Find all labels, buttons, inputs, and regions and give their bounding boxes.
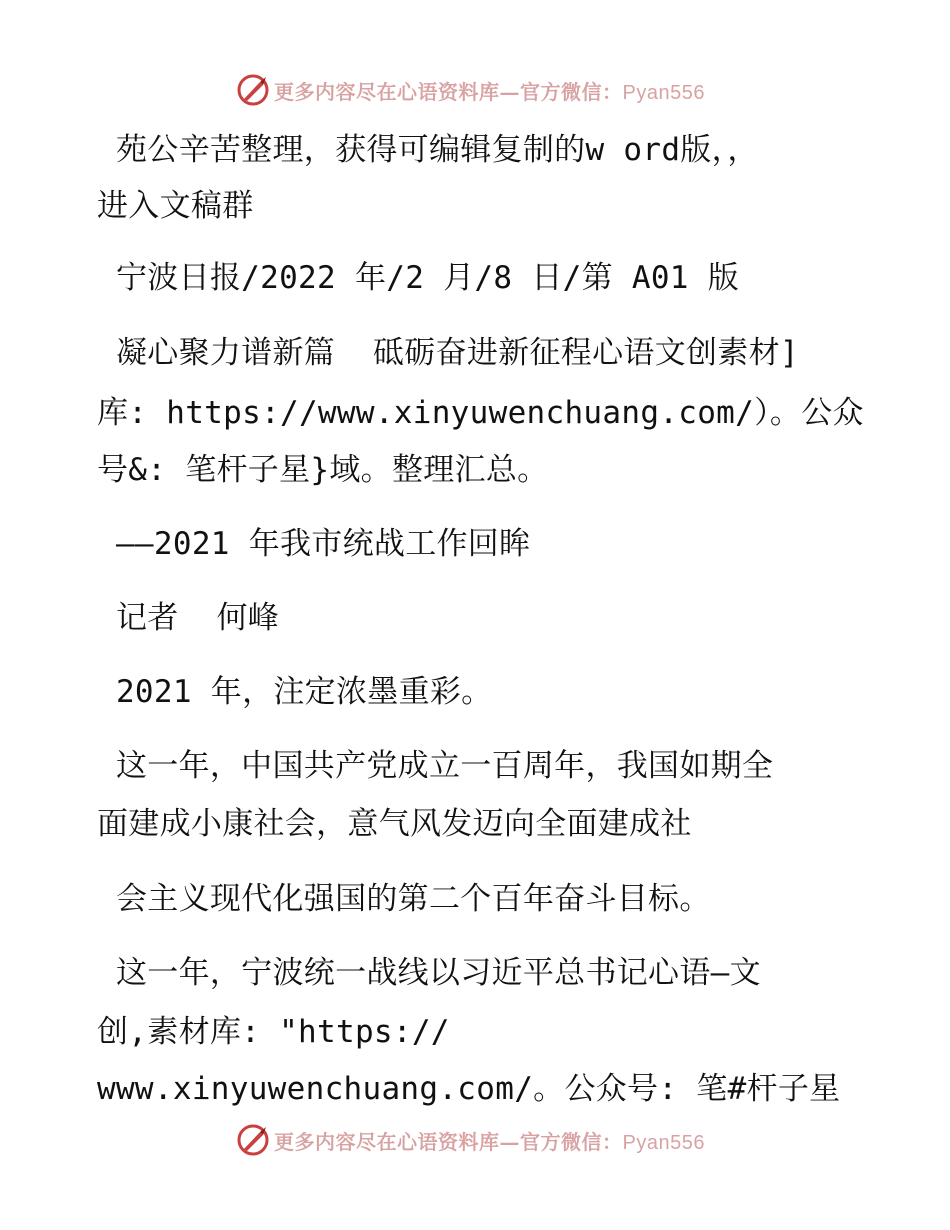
text-line-6: 号&: 笔杆子星}域。整理汇总。 [97,452,549,488]
text-line-5: 库: https://www.xinyuwenchuang.com/）。公众 [97,395,864,431]
footer-banner [236,1122,705,1158]
text-line-7: ——2021 年我市统战工作回眸 [97,526,531,562]
banner-text: 更多内容尽在心语资料库—官方微信：Pyan556 [274,1129,705,1154]
text-line-1: 苑公辛苦整理，获得可编辑复制的w ord版，， [97,132,759,168]
text-line-14: 创,素材库: "https:// [97,1014,450,1050]
text-line-3: 宁波日报/2022 年/2 月/8 日/第 A01 版 [97,260,740,296]
text-line-11: 面建成小康社会，意气风发迈向全面建成社 [97,806,692,842]
text-line-12: 会主义现代化强国的第二个百年奋斗目标。 [97,881,711,917]
banner-text: 更多内容尽在心语资料库—官方微信：Pyan556 [274,79,705,104]
text-line-9: 2021 年，注定浓墨重彩。 [97,674,493,710]
text-line-13: 这一年，宁波统一战线以习近平总书记心语—文 [97,955,761,991]
text-line-8: 记者 何峰 [97,600,280,636]
text-line-4: 凝心聚力谱新篇 砥砺奋进新征程心语文创素材] [97,335,799,371]
header-banner [236,72,705,108]
text-line-10: 这一年，中国共产党成立一百周年，我国如期全 [97,748,774,784]
quill-logo-icon [236,1123,270,1157]
text-line-2: 进入文稿群 [97,188,254,224]
quill-logo-icon [236,73,270,107]
text-line-15: www.xinyuwenchuang.com/。公众号: 笔#杆子星 [97,1071,841,1107]
